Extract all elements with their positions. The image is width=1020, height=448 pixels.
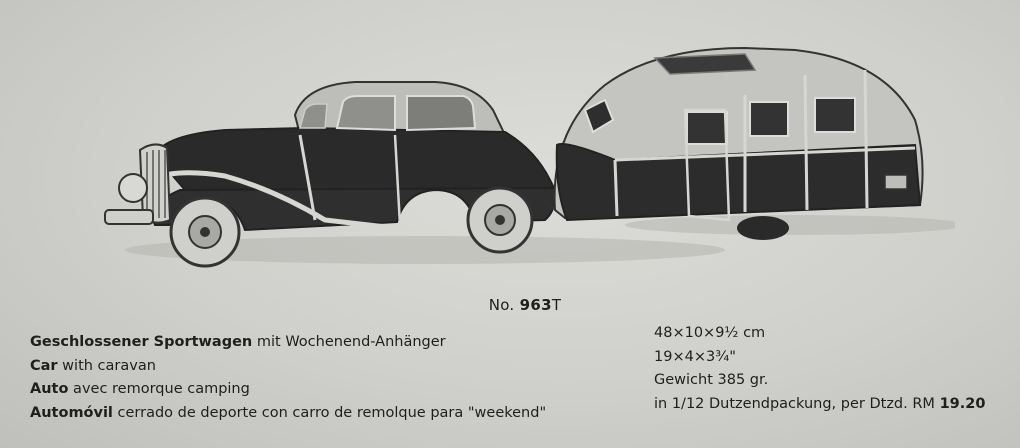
model-number-label <box>0 296 1020 314</box>
model-prefix: No. <box>488 296 515 314</box>
description-english <box>30 355 546 379</box>
price: 19.20 <box>939 395 986 412</box>
multilingual-description <box>30 331 546 425</box>
caravan-drawing <box>555 48 923 240</box>
description-german-rest: mit Wochenend-Anhänger <box>252 334 446 350</box>
description-english-rest: with caravan <box>57 357 156 374</box>
description-french-rest: avec remorque camping <box>68 381 250 397</box>
packing-text: in 1/12 Dutzendpackung, per Dtzd. RM <box>654 395 940 412</box>
description-english-bold: Car <box>30 357 58 374</box>
description-german <box>30 331 546 355</box>
imperial-dimensions: 19×4×3¾" <box>654 348 736 365</box>
model-suffix: T <box>551 296 562 314</box>
weight: Gewicht 385 gr. <box>654 372 769 388</box>
description-spanish-bold: Automóvil <box>30 404 113 421</box>
description-spanish <box>30 402 546 426</box>
car-and-caravan-illustration <box>95 40 955 280</box>
specifications <box>654 322 985 416</box>
metric-dimensions: 48×10×9½ cm <box>654 325 766 341</box>
description-french-bold: Auto <box>30 381 69 397</box>
description-german-bold: Geschlossener Sportwagen <box>30 334 253 350</box>
description-spanish-rest: cerrado de deporte con carro de remolque para "weekend" <box>112 404 547 421</box>
model-number: 963 <box>519 296 552 314</box>
packing-and-price <box>654 393 985 417</box>
description-french <box>30 378 546 402</box>
